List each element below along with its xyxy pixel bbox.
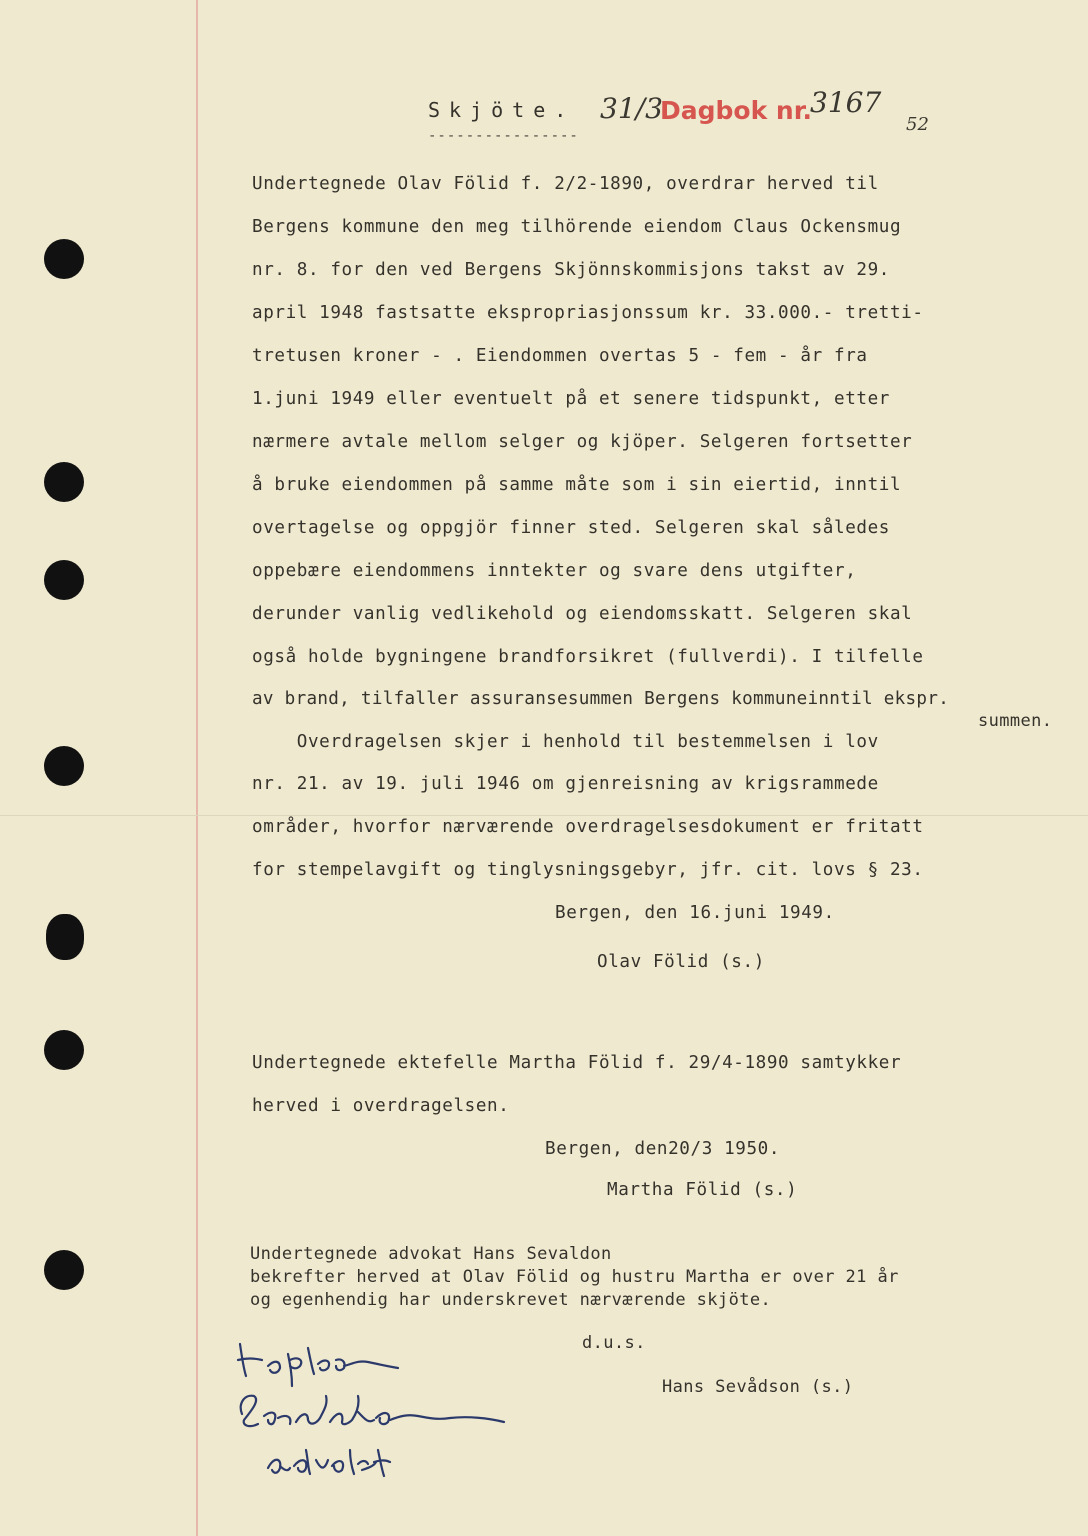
dagbok-stamp: Dagbok nr.: [660, 96, 812, 125]
place-date: Bergen, den20/3 1950.: [545, 1139, 781, 1159]
binder-hole: [44, 462, 84, 502]
attestation-line: bekrefter herved at Olav Fölid og hustru Martha er over 21 år: [250, 1267, 899, 1287]
body-note: summen.: [978, 711, 1053, 731]
body-line: av brand, tilfaller assuransesummen Bergens kommuneinntil ekspr.: [252, 689, 950, 709]
signature-line: Martha Fölid (s.): [607, 1180, 798, 1200]
page-fold: [0, 815, 1088, 816]
body-line: Overdragelsen skjer i henhold til bestemmelsen i lov: [252, 732, 879, 752]
attestation-line: Undertegnede advokat Hans Sevaldon: [250, 1244, 612, 1264]
consent-line: Undertegnede ektefelle Martha Fölid f. 29/4-1890 samtykker: [252, 1053, 902, 1073]
body-line: overtagelse og oppgjör finner sted. Selgeren skal således: [252, 518, 890, 538]
signature-line: Hans Sevådson (s.): [662, 1377, 854, 1397]
handwritten-date: 31/3: [600, 92, 663, 125]
signature-scribble: [228, 1330, 528, 1500]
handwritten-year: 52: [906, 114, 929, 135]
consent-line: herved i overdragelsen.: [252, 1096, 510, 1116]
binder-hole: [44, 560, 84, 600]
place-date: Bergen, den 16.juni 1949.: [555, 903, 835, 923]
body-line: Bergens kommune den meg tilhörende eiendom Claus Ockensmug: [252, 217, 902, 237]
body-line: oppebære eiendommens inntekter og svare dens utgifter,: [252, 561, 857, 581]
body-line: nr. 21. av 19. juli 1946 om gjenreisning av krigsrammede: [252, 774, 879, 794]
attestation-line: og egenhendig har underskrevet nærværende skjöte.: [250, 1290, 772, 1310]
body-line: nærmere avtale mellom selger og kjöper. Selgeren fortsetter: [252, 432, 913, 452]
dus-mark: d.u.s.: [582, 1333, 646, 1353]
margin-line: [196, 0, 198, 1536]
body-line: nr. 8. for den ved Bergens Skjönnskommisjons takst av 29.: [252, 260, 890, 280]
body-line: derunder vanlig vedlikehold og eiendomsskatt. Selgeren skal: [252, 604, 913, 624]
body-line: Undertegnede Olav Fölid f. 2/2-1890, overdrar herved til: [252, 174, 879, 194]
body-line: å bruke eiendommen på samme måte som i sin eiertid, inntil: [252, 475, 902, 495]
binder-hole: [44, 1030, 84, 1070]
body-line: 1.juni 1949 eller eventuelt på et senere tidspunkt, etter: [252, 389, 890, 409]
document-header: [428, 86, 988, 144]
binder-hole: [44, 239, 84, 279]
body-line: også holde bygningene brandforsikret (fullverdi). I tilfelle: [252, 647, 924, 667]
body-line: områder, hvorfor nærværende overdragelsesdokument er fritatt: [252, 817, 924, 837]
body-line: tretusen kroner - . Eiendommen overtas 5 - fem - år fra: [252, 346, 868, 366]
binder-hole: [44, 746, 84, 786]
body-line: april 1948 fastsatte ekspropriasjonssum kr. 33.000.- tretti-: [252, 303, 924, 323]
signature-line: Olav Fölid (s.): [597, 952, 765, 972]
body-line: for stempelavgift og tinglysningsgebyr, jfr. cit. lovs § 23.: [252, 860, 924, 880]
title-underline: ----------------: [428, 128, 579, 144]
handwritten-signature: [228, 1330, 528, 1504]
binder-hole: [44, 1250, 84, 1290]
binder-hole: [46, 914, 84, 960]
handwritten-journal-number: 3167: [810, 86, 882, 119]
document-title: Skjöte.: [428, 98, 576, 122]
